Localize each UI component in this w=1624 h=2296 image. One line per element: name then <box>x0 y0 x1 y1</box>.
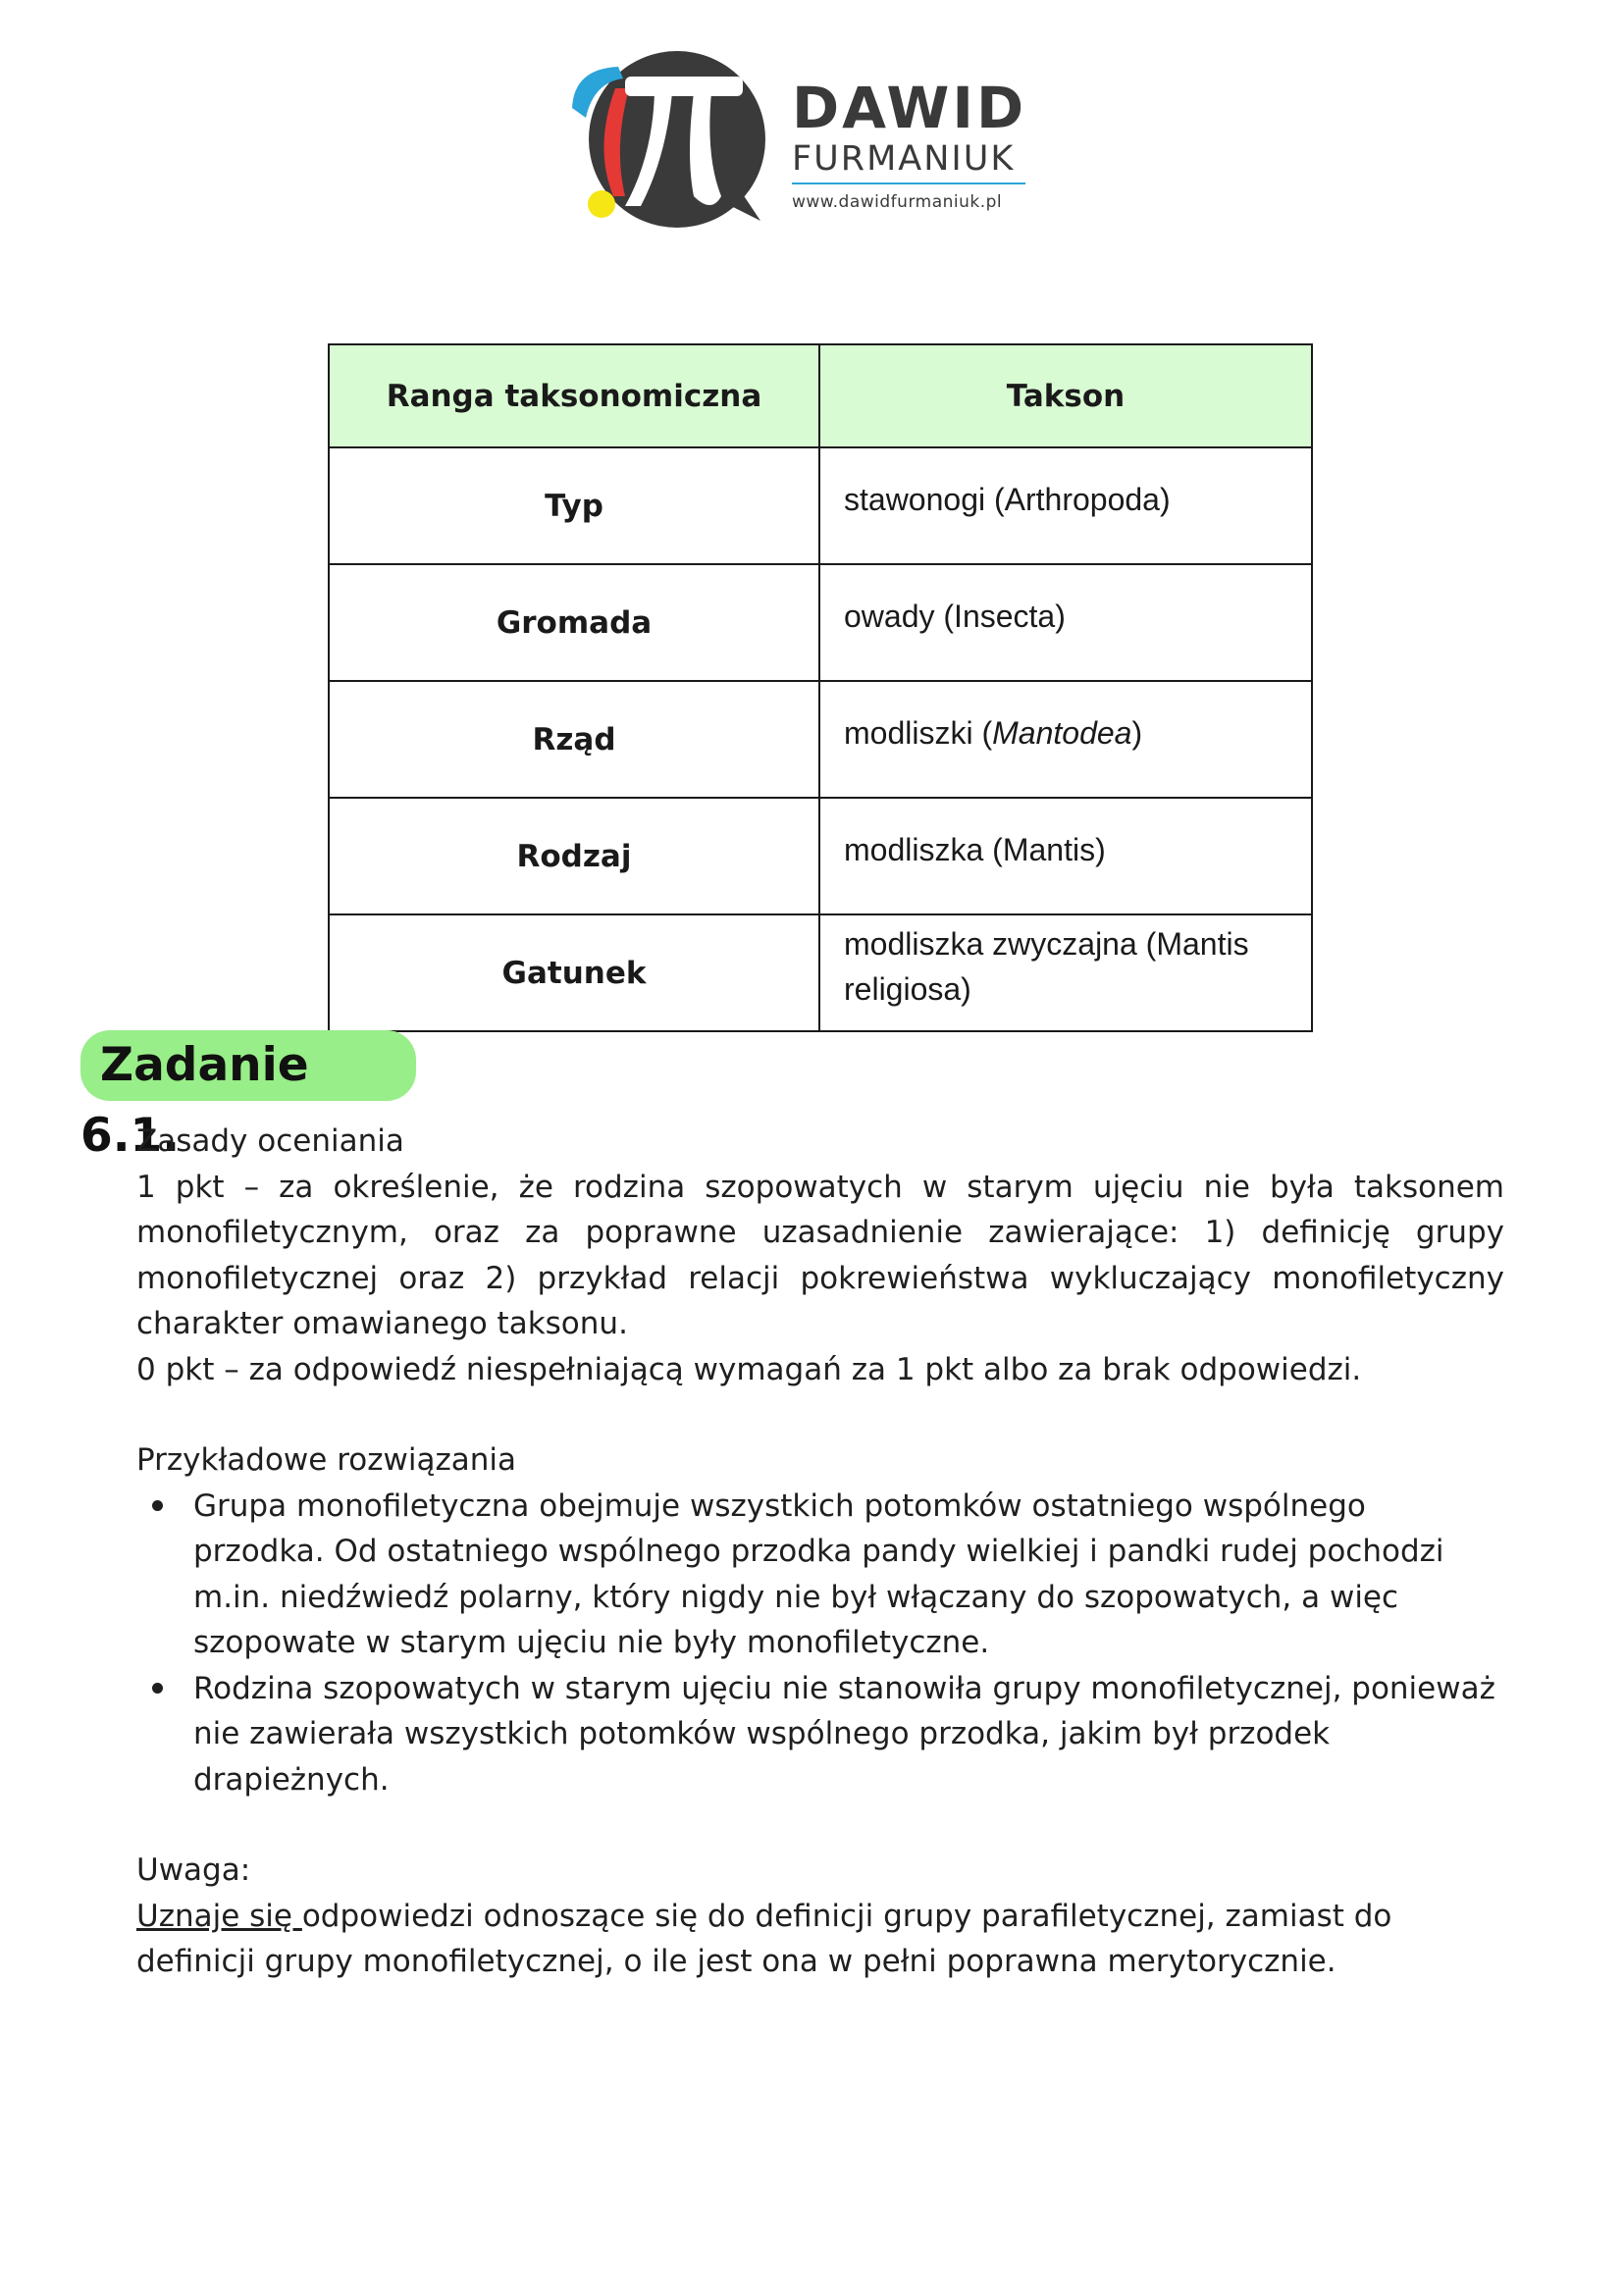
table-cell-taxon: owady (Insecta) <box>819 564 1312 681</box>
table-row <box>329 914 1312 1031</box>
table-cell-taxon: stawonogi (Arthropoda) <box>819 447 1312 564</box>
taxon-text: ) <box>1131 714 1143 751</box>
logo <box>564 49 1035 235</box>
examples-heading: Przykładowe rozwiązania <box>136 1442 516 1478</box>
brand-divider <box>792 183 1025 184</box>
brand-name-top: DAWID <box>792 75 1027 141</box>
bullet-icon <box>152 1683 163 1694</box>
table-cell-rank: Gromada <box>329 564 819 681</box>
list-item <box>136 1666 1504 1803</box>
brand-url: www.dawidfurmaniuk.pl <box>792 192 1003 212</box>
list-item-text: Rodzina szopowatych w starym ujęciu nie stanowiła grupy monofiletycznej, ponieważ nie zawierała wszystkich potomków wspólnego przodka, jakim był przodek drapieżnych. <box>193 1670 1495 1798</box>
brand <box>792 75 1027 212</box>
table-cell-rank: Rząd <box>329 681 819 798</box>
spacer <box>136 1802 1504 1848</box>
scoring-1pt: 1 pkt – za określenie, że rodzina szopowatych w starym ujęciu nie była taksonem monofiletycznym, oraz za poprawne uzasadnienie zawierające: 1) definicję grupy monofiletycznej oraz 2) przykład relacji pokrewieństwa wykluczający monofiletyczny charakter omawianego taksonu. <box>136 1169 1504 1341</box>
task-content <box>136 1119 1504 1985</box>
table-cell-rank: Rodzaj <box>329 798 819 914</box>
note-underlined: Uznaje się <box>136 1898 302 1934</box>
table-cell-rank: Typ <box>329 447 819 564</box>
table-header-taxon: Takson <box>819 344 1312 447</box>
spacer <box>136 1392 1504 1437</box>
table-row <box>329 798 1312 914</box>
note-rest: odpowiedzi odnoszące się do definicji grupy parafiletycznej, zamiast do definicji grupy monofiletycznej, o ile jest ona w pełni poprawna merytorycznie. <box>136 1898 1392 1979</box>
note-heading: Uwaga: <box>136 1852 251 1888</box>
table-header-rank: Ranga taksonomiczna <box>329 344 819 447</box>
taxonomy-table <box>328 343 1313 1032</box>
table-row <box>329 564 1312 681</box>
list-item-text: Grupa monofiletyczna obejmuje wszystkich potomków ostatniego wspólnego przodka. Od ostatniego wspólnego przodka pandy wielkiej i pandki rudej pochodzi m.in. niedźwiedź polarny, który nigdy nie był włączany do szopowatych, a więc szopowate w starym ujęciu nie były monofiletyczne. <box>193 1487 1444 1660</box>
table-header-row <box>329 344 1312 447</box>
table-cell-taxon: modliszka (Mantis) <box>819 798 1312 914</box>
task-title-badge: Zadanie 6.1. <box>80 1030 416 1101</box>
list-item <box>136 1484 1504 1666</box>
scoring-heading: Zasady oceniania <box>136 1123 404 1159</box>
table-row <box>329 681 1312 798</box>
taxon-text: modliszki ( <box>844 714 993 751</box>
table-row <box>329 447 1312 564</box>
bullet-icon <box>152 1500 163 1511</box>
table-cell-rank: Gatunek <box>329 914 819 1031</box>
scoring-0pt: 0 pkt – za odpowiedź niespełniającą wymagań za 1 pkt albo za brak odpowiedzi. <box>136 1351 1362 1387</box>
pi-logo-icon <box>564 49 790 235</box>
taxon-italic-text: Mantodea <box>992 714 1132 751</box>
brand-name-bottom: FURMANIUK <box>792 139 1016 179</box>
examples-list <box>136 1484 1504 1803</box>
table-cell-taxon: modliszka zwyczajna (Mantis religiosa) <box>819 914 1312 1031</box>
table-cell-taxon <box>819 681 1312 798</box>
note-text <box>136 1894 1504 1985</box>
